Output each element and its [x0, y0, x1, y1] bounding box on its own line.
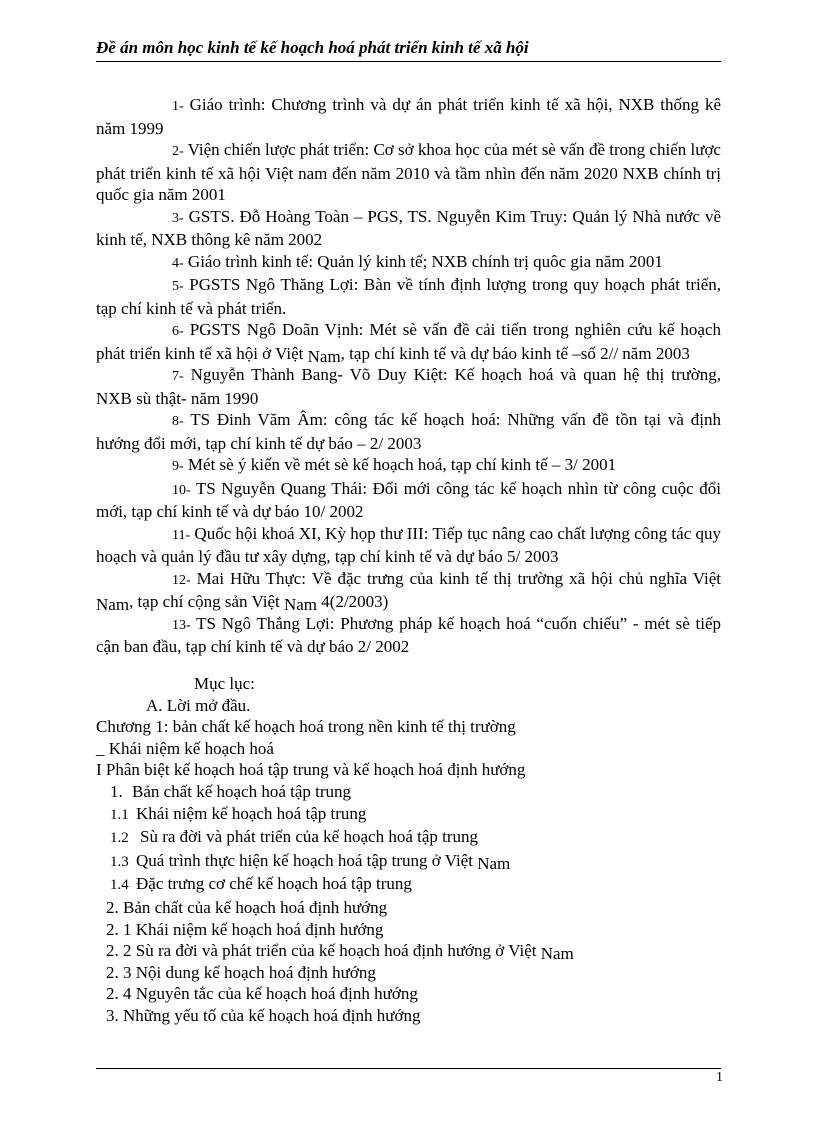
reference-text: PGSTS Ngô Doãn Vịnh: Mét sè vấn đề cải tiến trong nghiên cứu kế hoạch phát triển kinh tế xã hội ở Việt [96, 320, 722, 363]
toc-item-number: 3. [106, 1005, 119, 1025]
reference-text: Quốc hội khoá XI, Kỳ họp thư III: Tiếp tục nâng cao chất lượng công tác quy hoạch và quản lý đầu tư xây dựng, tạp chí kinh tế và dự báo 5/ 2003 [96, 523, 722, 566]
toc-item [96, 803, 721, 827]
reference-item [96, 139, 721, 206]
reference-item [96, 319, 721, 364]
toc-item-text: Bản chất của kế hoạch hoá định hướng [123, 897, 388, 917]
toc-chapter: Chương 1: bản chất kế hoạch hoá trong nền kinh tế thị trường [96, 717, 516, 737]
reference-text: GSTS. Đỗ Hoàng Toàn – PGS, TS. Nguyễn Kim Truy: Quản lý Nhà nước về kinh tế, NXB thông kê năm 2002 [96, 206, 721, 249]
toc-item [96, 850, 721, 874]
reference-number: 7- [172, 369, 184, 384]
reference-item [96, 454, 721, 478]
reference-text: 4(2/2003) [317, 592, 389, 611]
toc-item [96, 826, 721, 850]
toc-item-number: 1.4 [110, 877, 129, 894]
reference-number: 2- [172, 144, 184, 159]
reference-text: TS Nguyễn Quang Thái: Đổi mới công tác kế hoạch nhìn từ công cuộc đổi mới, tạp chí kinh tế và dự báo 10/ 2002 [96, 478, 721, 521]
reference-item [96, 274, 721, 319]
reference-number: 4- [172, 255, 184, 271]
reference-item [96, 568, 721, 613]
reference-text: PGSTS Ngô Thăng Lợi: Bàn về tính định lượng trong quy hoạch phát triển, tạp chí kinh tế và phát triển. [96, 275, 722, 318]
reference-number: 12- [172, 572, 191, 588]
toc-item-text: Sù ra đời và phát triển của kế hoạch hoá tập trung [140, 827, 479, 847]
reference-number: 13- [172, 617, 191, 633]
page-header-title: Đề án môn học kinh tế kế hoạch hoá phát triển kinh tế xã hội [96, 38, 529, 57]
toc-item-number: 1.2 [110, 830, 129, 847]
reference-text: Nam [96, 595, 130, 614]
references-list [96, 94, 721, 658]
reference-text: Nguyễn Thành Bang- Võ Duy Kiệt: Kế hoạch hoá và quan hệ thị trường, NXB sù thật- năm 1990 [96, 365, 722, 408]
reference-text: TS Ngô Thắng Lợi: Phương pháp kế hoạch hoá “cuốn chiếu” - mét sè tiếp cận ban đầu, tạp chí kinh tế và dự báo 2/ 2002 [96, 613, 722, 656]
reference-number: 1- [172, 99, 184, 114]
toc-item-number: 1.3 [110, 853, 129, 870]
toc-item [96, 873, 721, 897]
reference-item [96, 523, 721, 568]
toc-item-text: Quá trình thực hiện kế hoạch hoá tập trung ở Việt [136, 850, 478, 870]
toc-item-text: Khái niệm kế hoạch hoá định hướng [135, 919, 384, 939]
toc-item-text: Nguyên tắc của kế hoạch hoá định hướng [135, 984, 418, 1004]
toc-item-text: Khái niệm kế hoạch hoá tập trung [136, 803, 367, 823]
toc-item-text: Sù ra đời và phát triển của kế hoạch hoá định hướng ở Việt [135, 941, 541, 961]
reference-text: Nam [283, 595, 318, 614]
footer-divider [96, 1068, 721, 1069]
reference-item [96, 364, 721, 409]
reference-number: 5- [172, 279, 184, 294]
reference-number: 11- [172, 527, 191, 543]
reference-text: Mai Hữu Thực: Về đặc trưng của kinh tế thị trường xã hội chủ nghĩa Việt [196, 568, 722, 588]
table-of-contents [96, 673, 721, 1027]
toc-item-number: 2. 2 [106, 941, 132, 961]
reference-text: Giáo trình: Chương trình và dự án phát triển kinh tế xã hội, NXB thống kê năm 1999 [96, 95, 721, 138]
toc-item-text: Nam [477, 853, 511, 873]
toc-item-number: 1. [110, 781, 123, 801]
toc-item [96, 781, 721, 803]
reference-text: , tạp chí kinh tế và dự báo kinh tế –số 2// năm 2003 [340, 343, 690, 363]
reference-number: 8- [172, 414, 184, 429]
reference-text: Nam [307, 346, 341, 366]
toc-item-text: Nam [540, 944, 574, 964]
toc-item-text: Nội dung kế hoạch hoá định hướng [135, 962, 376, 982]
toc-item [96, 962, 721, 984]
toc-item-text: Bản chất kế hoạch hoá tập trung [132, 781, 352, 801]
reference-item [96, 94, 721, 139]
toc-item-number: 2. 4 [106, 984, 132, 1004]
reference-number: 10- [172, 482, 191, 498]
toc-section: I Phân biệt kế hoạch hoá tập trung và kế hoạch hoá định hướng [96, 760, 526, 780]
toc-item-text: Đặc trưng cơ chế kế hoạch hoá tập trung [136, 874, 412, 894]
reference-item [96, 251, 721, 275]
reference-item [96, 409, 721, 454]
toc-item-number: 2. 3 [106, 962, 132, 982]
reference-text: , tạp chí cộng sản Việt [129, 592, 284, 611]
toc-item [96, 897, 721, 919]
reference-item [96, 613, 721, 658]
page-number: 1 [716, 1070, 723, 1085]
reference-item [96, 478, 721, 523]
reference-number: 6- [172, 324, 184, 339]
toc-item [96, 983, 721, 1005]
toc-title: Mục lục: [194, 674, 255, 693]
toc-item-number: 1.1 [110, 806, 129, 823]
toc-item [96, 919, 721, 941]
reference-text: Mét sè ý kiến về mét sè kế hoạch hoá, tạp chí kinh tế – 3/ 2001 [187, 455, 617, 474]
reference-text: Giáo trình kinh tế: Quản lý kinh tế; NXB chính trị quôc gia năm 2001 [187, 251, 663, 271]
reference-text: Viện chiến lược phát triển: Cơ sở khoa học của mét sè vấn đề trong chiến lược phát triển kinh tế xã hội Việt nam đến năm 2010 và tầm nhìn đến năm 2020 NXB chính trị quốc gia năm 2001 [96, 140, 721, 204]
toc-item [96, 940, 721, 962]
toc-item [96, 1005, 721, 1027]
toc-item-text: Những yếu tố của kế hoạch hoá định hướng [123, 1005, 421, 1025]
reference-number: 9- [172, 459, 184, 474]
reference-item [96, 206, 721, 251]
toc-item-number: 2. 1 [106, 919, 132, 939]
reference-number: 3- [172, 210, 184, 226]
toc-intro: A. Lời mở đầu. [146, 695, 251, 715]
toc-concept: _ Khái niệm kế hoạch hoá [96, 738, 274, 758]
header-divider [96, 61, 721, 62]
reference-text: TS Đinh Văm Âm: công tác kế hoạch hoá: Những vấn đề tồn tại và định hướng đổi mới, tạp chí kinh tế dự báo – 2/ 2003 [96, 410, 721, 453]
toc-item-number: 2. [106, 897, 119, 917]
